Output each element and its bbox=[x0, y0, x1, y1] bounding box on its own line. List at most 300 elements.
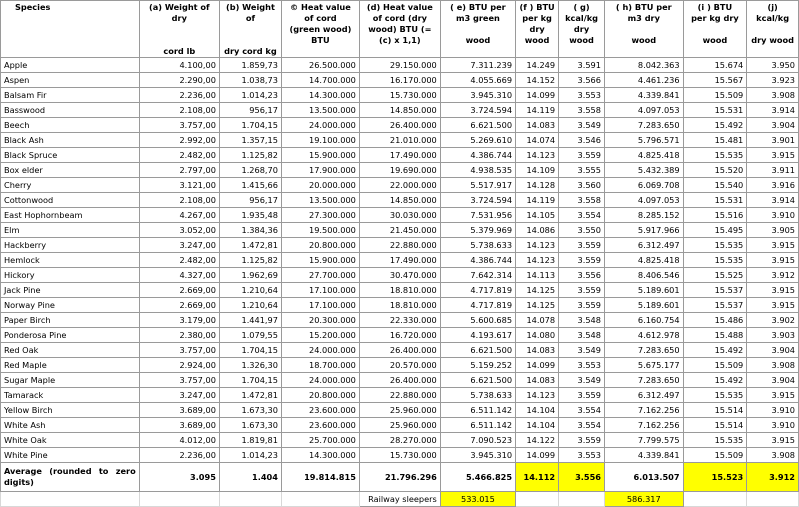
value-cell[interactable]: 15.486 bbox=[683, 313, 747, 328]
species-cell[interactable]: Black Ash bbox=[1, 133, 140, 148]
value-cell[interactable]: 14.850.000 bbox=[359, 193, 440, 208]
value-cell[interactable]: 3.912 bbox=[747, 268, 799, 283]
value-cell[interactable]: 3.558 bbox=[559, 193, 605, 208]
value-cell[interactable]: 2.290,00 bbox=[139, 73, 219, 88]
value-cell[interactable]: 3.757,00 bbox=[139, 118, 219, 133]
value-cell[interactable]: 15.492 bbox=[683, 343, 747, 358]
value-cell[interactable]: 15.900.000 bbox=[281, 253, 359, 268]
value-cell[interactable]: 30.030.000 bbox=[359, 208, 440, 223]
value-cell[interactable]: 15.516 bbox=[683, 208, 747, 223]
value-cell[interactable]: 5.269.610 bbox=[440, 133, 515, 148]
value-cell[interactable]: 3.559 bbox=[559, 238, 605, 253]
value-cell[interactable]: 15.900.000 bbox=[281, 148, 359, 163]
value-cell[interactable]: 1.210,64 bbox=[219, 298, 281, 313]
value-cell[interactable]: 14.122 bbox=[516, 433, 559, 448]
value-cell[interactable]: 7.090.523 bbox=[440, 433, 515, 448]
value-cell[interactable]: 3.757,00 bbox=[139, 343, 219, 358]
value-cell[interactable]: 6.621.500 bbox=[440, 118, 515, 133]
average-value[interactable]: 19.814.815 bbox=[281, 463, 359, 492]
value-cell[interactable]: 1.704,15 bbox=[219, 118, 281, 133]
value-cell[interactable]: 24.000.000 bbox=[281, 343, 359, 358]
species-cell[interactable]: Sugar Maple bbox=[1, 373, 140, 388]
value-cell[interactable]: 3.724.594 bbox=[440, 193, 515, 208]
value-cell[interactable]: 3.550 bbox=[559, 223, 605, 238]
value-cell[interactable]: 27.700.000 bbox=[281, 268, 359, 283]
value-cell[interactable]: 3.556 bbox=[559, 268, 605, 283]
value-cell[interactable]: 14.152 bbox=[516, 73, 559, 88]
species-cell[interactable]: White Oak bbox=[1, 433, 140, 448]
value-cell[interactable]: 3.903 bbox=[747, 328, 799, 343]
value-cell[interactable]: 6.621.500 bbox=[440, 343, 515, 358]
average-value[interactable]: 1.404 bbox=[219, 463, 281, 492]
value-cell[interactable]: 6.160.754 bbox=[604, 313, 683, 328]
value-cell[interactable]: 3.908 bbox=[747, 448, 799, 463]
species-cell[interactable]: Norway Pine bbox=[1, 298, 140, 313]
value-cell[interactable]: 28.270.000 bbox=[359, 433, 440, 448]
value-cell[interactable]: 21.010.000 bbox=[359, 133, 440, 148]
average-value[interactable]: 3.912 bbox=[747, 463, 799, 492]
value-cell[interactable]: 3.902 bbox=[747, 313, 799, 328]
value-cell[interactable]: 3.591 bbox=[559, 58, 605, 73]
value-cell[interactable]: 5.517.917 bbox=[440, 178, 515, 193]
value-cell[interactable]: 15.495 bbox=[683, 223, 747, 238]
value-cell[interactable]: 15.488 bbox=[683, 328, 747, 343]
value-cell[interactable]: 5.379.969 bbox=[440, 223, 515, 238]
value-cell[interactable]: 3.558 bbox=[559, 103, 605, 118]
value-cell[interactable]: 3.910 bbox=[747, 208, 799, 223]
value-cell[interactable]: 14.099 bbox=[516, 88, 559, 103]
value-cell[interactable]: 14.104 bbox=[516, 418, 559, 433]
value-cell[interactable]: 27.300.000 bbox=[281, 208, 359, 223]
value-cell[interactable]: 14.099 bbox=[516, 448, 559, 463]
value-cell[interactable]: 1.125,82 bbox=[219, 148, 281, 163]
value-cell[interactable]: 3.915 bbox=[747, 283, 799, 298]
value-cell[interactable]: 3.559 bbox=[559, 298, 605, 313]
value-cell[interactable]: 14.083 bbox=[516, 373, 559, 388]
value-cell[interactable]: 15.509 bbox=[683, 448, 747, 463]
value-cell[interactable]: 15.674 bbox=[683, 58, 747, 73]
value-cell[interactable]: 1.935,48 bbox=[219, 208, 281, 223]
value-cell[interactable]: 15.730.000 bbox=[359, 88, 440, 103]
value-cell[interactable]: 15.525 bbox=[683, 268, 747, 283]
value-cell[interactable]: 5.738.633 bbox=[440, 388, 515, 403]
value-cell[interactable]: 2.669,00 bbox=[139, 298, 219, 313]
value-cell[interactable]: 3.908 bbox=[747, 358, 799, 373]
value-cell[interactable]: 22.880.000 bbox=[359, 238, 440, 253]
value-cell[interactable]: 15.537 bbox=[683, 298, 747, 313]
value-cell[interactable]: 2.992,00 bbox=[139, 133, 219, 148]
value-cell[interactable]: 3.915 bbox=[747, 238, 799, 253]
average-value[interactable]: 15.523 bbox=[683, 463, 747, 492]
value-cell[interactable]: 20.300.000 bbox=[281, 313, 359, 328]
value-cell[interactable]: 22.000.000 bbox=[359, 178, 440, 193]
value-cell[interactable]: 3.559 bbox=[559, 148, 605, 163]
value-cell[interactable]: 26.500.000 bbox=[281, 58, 359, 73]
value-cell[interactable]: 23.600.000 bbox=[281, 403, 359, 418]
value-cell[interactable]: 17.490.000 bbox=[359, 148, 440, 163]
value-cell[interactable]: 26.400.000 bbox=[359, 118, 440, 133]
value-cell[interactable]: 18.700.000 bbox=[281, 358, 359, 373]
value-cell[interactable]: 1.704,15 bbox=[219, 373, 281, 388]
value-cell[interactable]: 5.432.389 bbox=[604, 163, 683, 178]
value-cell[interactable]: 14.099 bbox=[516, 358, 559, 373]
value-cell[interactable]: 3.559 bbox=[559, 283, 605, 298]
value-cell[interactable]: 13.500.000 bbox=[281, 193, 359, 208]
value-cell[interactable]: 15.520 bbox=[683, 163, 747, 178]
value-cell[interactable]: 3.548 bbox=[559, 313, 605, 328]
value-cell[interactable]: 14.700.000 bbox=[281, 73, 359, 88]
value-cell[interactable]: 19.100.000 bbox=[281, 133, 359, 148]
value-cell[interactable]: 14.083 bbox=[516, 343, 559, 358]
value-cell[interactable]: 2.108,00 bbox=[139, 193, 219, 208]
species-cell[interactable]: Hackberry bbox=[1, 238, 140, 253]
species-cell[interactable]: Box elder bbox=[1, 163, 140, 178]
value-cell[interactable]: 4.825.418 bbox=[604, 253, 683, 268]
value-cell[interactable]: 15.492 bbox=[683, 118, 747, 133]
value-cell[interactable]: 17.100.000 bbox=[281, 283, 359, 298]
value-cell[interactable]: 7.531.956 bbox=[440, 208, 515, 223]
value-cell[interactable]: 2.108,00 bbox=[139, 103, 219, 118]
value-cell[interactable]: 1.819,81 bbox=[219, 433, 281, 448]
value-cell[interactable]: 26.400.000 bbox=[359, 373, 440, 388]
value-cell[interactable]: 14.119 bbox=[516, 103, 559, 118]
value-cell[interactable]: 6.511.142 bbox=[440, 418, 515, 433]
value-cell[interactable]: 14.128 bbox=[516, 178, 559, 193]
value-cell[interactable]: 1.962,69 bbox=[219, 268, 281, 283]
value-cell[interactable]: 15.730.000 bbox=[359, 448, 440, 463]
value-cell[interactable]: 15.509 bbox=[683, 88, 747, 103]
value-cell[interactable]: 1.326,30 bbox=[219, 358, 281, 373]
value-cell[interactable]: 1.014,23 bbox=[219, 88, 281, 103]
species-cell[interactable]: Aspen bbox=[1, 73, 140, 88]
value-cell[interactable]: 3.916 bbox=[747, 178, 799, 193]
value-cell[interactable]: 3.945.310 bbox=[440, 448, 515, 463]
value-cell[interactable]: 3.553 bbox=[559, 88, 605, 103]
value-cell[interactable]: 7.283.650 bbox=[604, 118, 683, 133]
value-cell[interactable]: 4.055.669 bbox=[440, 73, 515, 88]
value-cell[interactable]: 5.796.571 bbox=[604, 133, 683, 148]
value-cell[interactable]: 4.825.418 bbox=[604, 148, 683, 163]
value-cell[interactable]: 1.357,15 bbox=[219, 133, 281, 148]
value-cell[interactable]: 4.267,00 bbox=[139, 208, 219, 223]
species-cell[interactable]: Yellow Birch bbox=[1, 403, 140, 418]
species-cell[interactable]: Cherry bbox=[1, 178, 140, 193]
value-cell[interactable]: 4.012,00 bbox=[139, 433, 219, 448]
value-cell[interactable]: 20.000.000 bbox=[281, 178, 359, 193]
average-label[interactable]: Average (rounded to zero digits) bbox=[1, 463, 140, 492]
value-cell[interactable]: 3.910 bbox=[747, 418, 799, 433]
railway-green-value[interactable]: 533.015 bbox=[440, 492, 515, 507]
value-cell[interactable]: 3.554 bbox=[559, 403, 605, 418]
value-cell[interactable]: 1.014,23 bbox=[219, 448, 281, 463]
value-cell[interactable]: 14.083 bbox=[516, 118, 559, 133]
value-cell[interactable]: 15.481 bbox=[683, 133, 747, 148]
value-cell[interactable]: 4.339.841 bbox=[604, 88, 683, 103]
value-cell[interactable]: 14.123 bbox=[516, 253, 559, 268]
value-cell[interactable]: 3.908 bbox=[747, 88, 799, 103]
value-cell[interactable]: 20.800.000 bbox=[281, 238, 359, 253]
value-cell[interactable]: 3.950 bbox=[747, 58, 799, 73]
value-cell[interactable]: 3.945.310 bbox=[440, 88, 515, 103]
value-cell[interactable]: 4.327,00 bbox=[139, 268, 219, 283]
value-cell[interactable]: 14.105 bbox=[516, 208, 559, 223]
value-cell[interactable]: 15.535 bbox=[683, 253, 747, 268]
species-cell[interactable]: Tamarack bbox=[1, 388, 140, 403]
average-value[interactable]: 6.013.507 bbox=[604, 463, 683, 492]
value-cell[interactable]: 14.104 bbox=[516, 403, 559, 418]
value-cell[interactable]: 14.125 bbox=[516, 283, 559, 298]
value-cell[interactable]: 956,17 bbox=[219, 193, 281, 208]
average-value[interactable]: 14.112 bbox=[516, 463, 559, 492]
value-cell[interactable]: 14.300.000 bbox=[281, 88, 359, 103]
value-cell[interactable]: 3.247,00 bbox=[139, 238, 219, 253]
value-cell[interactable]: 25.960.000 bbox=[359, 418, 440, 433]
value-cell[interactable]: 6.511.142 bbox=[440, 403, 515, 418]
value-cell[interactable]: 14.086 bbox=[516, 223, 559, 238]
value-cell[interactable]: 15.200.000 bbox=[281, 328, 359, 343]
value-cell[interactable]: 15.535 bbox=[683, 433, 747, 448]
value-cell[interactable]: 16.720.000 bbox=[359, 328, 440, 343]
value-cell[interactable]: 1.859,73 bbox=[219, 58, 281, 73]
value-cell[interactable]: 5.917.966 bbox=[604, 223, 683, 238]
value-cell[interactable]: 16.170.000 bbox=[359, 73, 440, 88]
value-cell[interactable]: 15.514 bbox=[683, 418, 747, 433]
value-cell[interactable]: 4.386.744 bbox=[440, 253, 515, 268]
value-cell[interactable]: 5.189.601 bbox=[604, 283, 683, 298]
species-cell[interactable]: Red Maple bbox=[1, 358, 140, 373]
value-cell[interactable]: 7.162.256 bbox=[604, 418, 683, 433]
species-cell[interactable]: White Ash bbox=[1, 418, 140, 433]
value-cell[interactable]: 3.915 bbox=[747, 148, 799, 163]
value-cell[interactable]: 23.600.000 bbox=[281, 418, 359, 433]
value-cell[interactable]: 3.914 bbox=[747, 103, 799, 118]
species-cell[interactable]: Paper Birch bbox=[1, 313, 140, 328]
value-cell[interactable]: 14.113 bbox=[516, 268, 559, 283]
value-cell[interactable]: 15.531 bbox=[683, 103, 747, 118]
value-cell[interactable]: 3.549 bbox=[559, 373, 605, 388]
value-cell[interactable]: 3.553 bbox=[559, 358, 605, 373]
value-cell[interactable]: 15.531 bbox=[683, 193, 747, 208]
value-cell[interactable]: 2.236,00 bbox=[139, 448, 219, 463]
value-cell[interactable]: 3.052,00 bbox=[139, 223, 219, 238]
value-cell[interactable]: 19.690.000 bbox=[359, 163, 440, 178]
value-cell[interactable]: 17.100.000 bbox=[281, 298, 359, 313]
value-cell[interactable]: 5.675.177 bbox=[604, 358, 683, 373]
value-cell[interactable]: 3.179,00 bbox=[139, 313, 219, 328]
value-cell[interactable]: 1.472,81 bbox=[219, 238, 281, 253]
value-cell[interactable]: 5.738.633 bbox=[440, 238, 515, 253]
value-cell[interactable]: 14.119 bbox=[516, 193, 559, 208]
value-cell[interactable]: 3.546 bbox=[559, 133, 605, 148]
species-cell[interactable]: Basswood bbox=[1, 103, 140, 118]
railway-dry-value[interactable]: 586.317 bbox=[604, 492, 683, 507]
species-cell[interactable]: Balsam Fir bbox=[1, 88, 140, 103]
value-cell[interactable]: 4.938.535 bbox=[440, 163, 515, 178]
value-cell[interactable]: 15.540 bbox=[683, 178, 747, 193]
value-cell[interactable]: 8.042.363 bbox=[604, 58, 683, 73]
value-cell[interactable]: 3.915 bbox=[747, 388, 799, 403]
value-cell[interactable]: 2.482,00 bbox=[139, 148, 219, 163]
species-cell[interactable]: White Pine bbox=[1, 448, 140, 463]
value-cell[interactable]: 3.559 bbox=[559, 253, 605, 268]
value-cell[interactable]: 7.311.239 bbox=[440, 58, 515, 73]
value-cell[interactable]: 20.570.000 bbox=[359, 358, 440, 373]
value-cell[interactable]: 14.074 bbox=[516, 133, 559, 148]
value-cell[interactable]: 14.300.000 bbox=[281, 448, 359, 463]
value-cell[interactable]: 15.514 bbox=[683, 403, 747, 418]
value-cell[interactable]: 1.673,30 bbox=[219, 418, 281, 433]
value-cell[interactable]: 3.904 bbox=[747, 118, 799, 133]
species-cell[interactable]: Beech bbox=[1, 118, 140, 133]
average-value[interactable]: 5.466.825 bbox=[440, 463, 515, 492]
value-cell[interactable]: 7.162.256 bbox=[604, 403, 683, 418]
value-cell[interactable]: 3.901 bbox=[747, 133, 799, 148]
value-cell[interactable]: 14.249 bbox=[516, 58, 559, 73]
average-value[interactable]: 3.556 bbox=[559, 463, 605, 492]
value-cell[interactable]: 14.123 bbox=[516, 148, 559, 163]
value-cell[interactable]: 13.500.000 bbox=[281, 103, 359, 118]
value-cell[interactable]: 3.757,00 bbox=[139, 373, 219, 388]
average-value[interactable]: 3.095 bbox=[139, 463, 219, 492]
value-cell[interactable]: 14.123 bbox=[516, 388, 559, 403]
value-cell[interactable]: 15.567 bbox=[683, 73, 747, 88]
value-cell[interactable]: 3.548 bbox=[559, 328, 605, 343]
railway-sleepers-label[interactable]: Railway sleepers bbox=[359, 492, 440, 507]
value-cell[interactable]: 1.079,55 bbox=[219, 328, 281, 343]
species-cell[interactable]: Cottonwood bbox=[1, 193, 140, 208]
value-cell[interactable]: 26.400.000 bbox=[359, 343, 440, 358]
species-cell[interactable]: Black Spruce bbox=[1, 148, 140, 163]
value-cell[interactable]: 4.339.841 bbox=[604, 448, 683, 463]
value-cell[interactable]: 3.915 bbox=[747, 433, 799, 448]
value-cell[interactable]: 14.109 bbox=[516, 163, 559, 178]
value-cell[interactable]: 3.904 bbox=[747, 343, 799, 358]
value-cell[interactable]: 3.554 bbox=[559, 418, 605, 433]
value-cell[interactable]: 4.193.617 bbox=[440, 328, 515, 343]
value-cell[interactable]: 956,17 bbox=[219, 103, 281, 118]
value-cell[interactable]: 22.880.000 bbox=[359, 388, 440, 403]
value-cell[interactable]: 6.069.708 bbox=[604, 178, 683, 193]
value-cell[interactable]: 2.797,00 bbox=[139, 163, 219, 178]
value-cell[interactable]: 1.415,66 bbox=[219, 178, 281, 193]
value-cell[interactable]: 3.121,00 bbox=[139, 178, 219, 193]
value-cell[interactable]: 6.312.497 bbox=[604, 388, 683, 403]
value-cell[interactable]: 4.612.978 bbox=[604, 328, 683, 343]
value-cell[interactable]: 15.492 bbox=[683, 373, 747, 388]
value-cell[interactable]: 5.189.601 bbox=[604, 298, 683, 313]
value-cell[interactable]: 4.100,00 bbox=[139, 58, 219, 73]
species-cell[interactable]: Hemlock bbox=[1, 253, 140, 268]
value-cell[interactable]: 8.406.546 bbox=[604, 268, 683, 283]
value-cell[interactable]: 25.960.000 bbox=[359, 403, 440, 418]
species-cell[interactable]: Apple bbox=[1, 58, 140, 73]
species-cell[interactable]: East Hophornbeam bbox=[1, 208, 140, 223]
value-cell[interactable]: 17.900.000 bbox=[281, 163, 359, 178]
value-cell[interactable]: 6.621.500 bbox=[440, 373, 515, 388]
value-cell[interactable]: 18.810.000 bbox=[359, 298, 440, 313]
value-cell[interactable]: 7.283.650 bbox=[604, 343, 683, 358]
value-cell[interactable]: 1.673,30 bbox=[219, 403, 281, 418]
value-cell[interactable]: 19.500.000 bbox=[281, 223, 359, 238]
value-cell[interactable]: 17.490.000 bbox=[359, 253, 440, 268]
value-cell[interactable]: 14.125 bbox=[516, 298, 559, 313]
value-cell[interactable]: 3.247,00 bbox=[139, 388, 219, 403]
value-cell[interactable]: 3.560 bbox=[559, 178, 605, 193]
value-cell[interactable]: 4.097.053 bbox=[604, 193, 683, 208]
value-cell[interactable]: 4.097.053 bbox=[604, 103, 683, 118]
average-value[interactable]: 21.796.296 bbox=[359, 463, 440, 492]
value-cell[interactable]: 3.559 bbox=[559, 388, 605, 403]
species-cell[interactable]: Hickory bbox=[1, 268, 140, 283]
value-cell[interactable]: 3.910 bbox=[747, 403, 799, 418]
value-cell[interactable]: 3.724.594 bbox=[440, 103, 515, 118]
value-cell[interactable]: 20.800.000 bbox=[281, 388, 359, 403]
value-cell[interactable]: 8.285.152 bbox=[604, 208, 683, 223]
value-cell[interactable]: 6.312.497 bbox=[604, 238, 683, 253]
value-cell[interactable]: 2.380,00 bbox=[139, 328, 219, 343]
value-cell[interactable]: 1.125,82 bbox=[219, 253, 281, 268]
value-cell[interactable]: 3.555 bbox=[559, 163, 605, 178]
value-cell[interactable]: 3.915 bbox=[747, 253, 799, 268]
value-cell[interactable]: 3.915 bbox=[747, 298, 799, 313]
value-cell[interactable]: 15.535 bbox=[683, 238, 747, 253]
value-cell[interactable]: 2.482,00 bbox=[139, 253, 219, 268]
value-cell[interactable]: 18.810.000 bbox=[359, 283, 440, 298]
value-cell[interactable]: 1.038,73 bbox=[219, 73, 281, 88]
value-cell[interactable]: 3.566 bbox=[559, 73, 605, 88]
value-cell[interactable]: 14.123 bbox=[516, 238, 559, 253]
value-cell[interactable]: 25.700.000 bbox=[281, 433, 359, 448]
value-cell[interactable]: 14.080 bbox=[516, 328, 559, 343]
value-cell[interactable]: 3.689,00 bbox=[139, 418, 219, 433]
value-cell[interactable]: 5.600.685 bbox=[440, 313, 515, 328]
value-cell[interactable]: 1.441,97 bbox=[219, 313, 281, 328]
value-cell[interactable]: 3.554 bbox=[559, 208, 605, 223]
value-cell[interactable]: 3.914 bbox=[747, 193, 799, 208]
value-cell[interactable]: 4.717.819 bbox=[440, 298, 515, 313]
value-cell[interactable]: 14.078 bbox=[516, 313, 559, 328]
value-cell[interactable]: 4.461.236 bbox=[604, 73, 683, 88]
value-cell[interactable]: 3.559 bbox=[559, 433, 605, 448]
species-cell[interactable]: Jack Pine bbox=[1, 283, 140, 298]
value-cell[interactable]: 15.535 bbox=[683, 148, 747, 163]
value-cell[interactable]: 2.669,00 bbox=[139, 283, 219, 298]
value-cell[interactable]: 1.268,70 bbox=[219, 163, 281, 178]
value-cell[interactable]: 3.549 bbox=[559, 118, 605, 133]
value-cell[interactable]: 3.911 bbox=[747, 163, 799, 178]
value-cell[interactable]: 3.689,00 bbox=[139, 403, 219, 418]
value-cell[interactable]: 3.923 bbox=[747, 73, 799, 88]
value-cell[interactable]: 7.799.575 bbox=[604, 433, 683, 448]
value-cell[interactable]: 3.905 bbox=[747, 223, 799, 238]
species-cell[interactable]: Red Oak bbox=[1, 343, 140, 358]
species-cell[interactable]: Ponderosa Pine bbox=[1, 328, 140, 343]
value-cell[interactable]: 1.704,15 bbox=[219, 343, 281, 358]
value-cell[interactable]: 24.000.000 bbox=[281, 118, 359, 133]
value-cell[interactable]: 15.537 bbox=[683, 283, 747, 298]
value-cell[interactable]: 2.924,00 bbox=[139, 358, 219, 373]
value-cell[interactable]: 4.386.744 bbox=[440, 148, 515, 163]
value-cell[interactable]: 1.210,64 bbox=[219, 283, 281, 298]
value-cell[interactable]: 3.553 bbox=[559, 448, 605, 463]
value-cell[interactable]: 3.904 bbox=[747, 373, 799, 388]
value-cell[interactable]: 3.549 bbox=[559, 343, 605, 358]
value-cell[interactable]: 22.330.000 bbox=[359, 313, 440, 328]
value-cell[interactable]: 14.850.000 bbox=[359, 103, 440, 118]
value-cell[interactable]: 1.472,81 bbox=[219, 388, 281, 403]
value-cell[interactable]: 30.470.000 bbox=[359, 268, 440, 283]
value-cell[interactable]: 29.150.000 bbox=[359, 58, 440, 73]
